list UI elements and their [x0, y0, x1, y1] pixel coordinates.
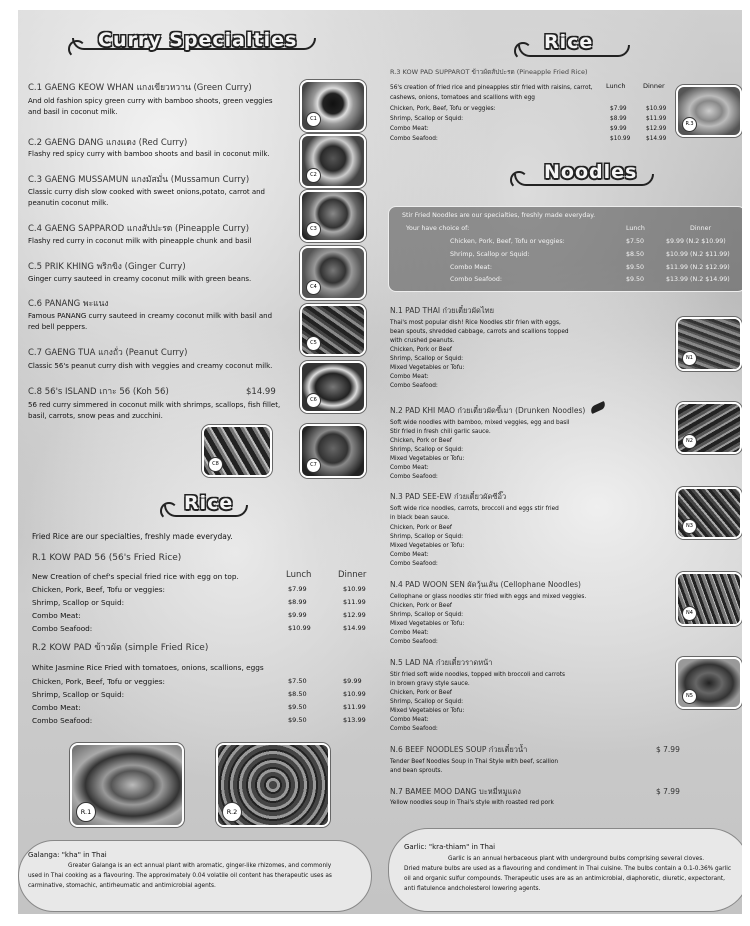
noodle-line: with crushed peanuts.	[390, 338, 455, 344]
noodle-title: N.5 LAD NA ก๋วยเตี๋ยวราดหน้า	[390, 658, 493, 667]
noodle-line: Combo Seafood:	[390, 474, 438, 480]
heading-hook	[160, 502, 178, 520]
garlic-text: anti flatulence andcholesterol lowering agents.	[404, 886, 541, 892]
n7-title: N.7 BAMEE MOO DANG บะหมี่หมูแดง	[390, 787, 521, 796]
price-row-name: Combo Seafood:	[32, 624, 93, 633]
noodle-title: N.1 PAD THAI ก๋วยเตี๋ยวผัดไทย	[390, 306, 494, 315]
noodle-line: Shrimp, Scallop or Squid:	[390, 534, 464, 540]
food-photo	[300, 134, 366, 188]
rice-heading: Rice	[184, 492, 234, 514]
dinner-price: $12.99	[646, 126, 667, 132]
curry-desc: And old fashion spicy green curry with bamboo shoots, green veggies and basil in coconut milk.	[28, 97, 273, 116]
food-photo	[300, 80, 366, 132]
photo-label: C8	[208, 457, 223, 472]
heading-hook	[68, 40, 86, 58]
noodle-line: in black bean sauce.	[390, 515, 450, 521]
curry-title: C.8 56's ISLAND เกาะ 56 (Koh 56)	[28, 387, 169, 397]
curry-desc: Flashy red curry in coconut milk with pineapple chunk and basil	[28, 237, 252, 245]
curry-title: C.4 GAENG SAPPAROD แกงสัปปะรด (Pineapple Curry)	[28, 224, 250, 234]
food-photo	[70, 743, 184, 827]
price-row-name: Combo Meat:	[450, 264, 492, 271]
lunch-price: $9.50	[288, 716, 307, 724]
curry-desc: 56 red curry simmered in coconut milk with shrimps, scallops, fish fillet, basil, carrots, snow peas and zucchini.	[28, 401, 281, 420]
dinner-price: $9.99	[343, 677, 362, 685]
curry-title: C.2 GAENG DANG แกงแดง (Red Curry)	[28, 138, 188, 148]
noodle-title: N.2 PAD KHI MAO ก๋วยเตี๋ยวผัดขี้เมา (Drunken Noodles)	[390, 406, 586, 415]
noodle-line: Stir fried in fresh chili garlic sauce.	[390, 429, 491, 435]
noodle-line: Shrimp, Scallop or Squid:	[390, 699, 464, 705]
noodle-line: Combo Seafood:	[390, 561, 438, 567]
curry-specialties-heading: Curry Specialties	[98, 29, 298, 51]
dinner-label: Dinner	[690, 225, 712, 232]
noodle-line: Chicken, Pork or Beef	[390, 603, 452, 609]
food-photo	[202, 425, 272, 477]
n6-line: Tender Beef Noodles Soup in Thai Style with beef, scallion	[390, 759, 559, 765]
price-row-name: Shrimp, Scallop or Squid:	[390, 116, 464, 122]
photo-label: R.3	[682, 117, 697, 132]
noodle-line: Combo Seafood:	[390, 639, 438, 645]
lunch-price: $9.50	[626, 276, 645, 283]
price-row-name: Chicken, Pork, Beef, Tofu or veggies:	[390, 106, 496, 112]
noodle-line: Soft wide noodles with bamboo, mixed veggies, egg and basil	[390, 420, 570, 426]
lunch-price: $7.50	[288, 677, 307, 685]
curry-desc: Flashy red spicy curry with bamboo shoots and basil in coconut milk.	[28, 150, 270, 158]
r3-lunch-label: Lunch	[606, 82, 626, 90]
photo-label: R.2	[222, 802, 242, 822]
food-photo	[676, 402, 742, 454]
lunch-price: $7.99	[288, 585, 307, 593]
r3-desc: 56's creation of fried rice and pineapples stir fried with raisins, carrot, cashews, onions, tomatoes and scallions with egg	[390, 85, 593, 101]
noodle-line: Combo Meat:	[390, 717, 429, 723]
photo-label: C1	[306, 112, 321, 127]
rice-intro: Fried Rice are our specialties, freshly made everyday.	[32, 532, 233, 541]
food-photo	[216, 743, 330, 827]
lunch-price: $10.99	[610, 136, 631, 142]
dinner-price: $14.99	[646, 136, 667, 142]
photo-label: N2	[682, 434, 697, 449]
photo-label: C7	[306, 458, 321, 473]
lunch-price: $7.50	[626, 238, 645, 245]
curry-title: C.3 GAENG MUSSAMUN แกงมัสมั่น (Mussamun Curry)	[28, 175, 250, 185]
garlic-text: Dried mature bulbs are used as a flavouring and condiment in Thai cuisine. The bulbs contain a 0.1-0.36% garlic	[404, 866, 732, 872]
price-row-name: Combo Meat:	[32, 611, 81, 620]
photo-label: N5	[682, 689, 697, 704]
lunch-price: $9.99	[288, 611, 307, 619]
price-row-name: Combo Meat:	[32, 703, 81, 712]
photo-label: C2	[306, 168, 321, 183]
dinner-price: $11.99	[646, 116, 667, 122]
noodle-line: Shrimp, Scallop or Squid:	[390, 356, 464, 362]
dinner-price: $11.99 (N.2 $12.99)	[666, 264, 730, 271]
noodle-line: Mixed Vegetables or Tofu:	[390, 543, 465, 549]
noodle-line: Stir fried soft wide noodles, topped with broccoli and carrots	[390, 672, 566, 678]
noodle-line: Cellophane or glass noodles stir fried with eggs and mixed veggies.	[390, 594, 587, 600]
noodle-line: Combo Meat:	[390, 552, 429, 558]
r3-dinner-label: Dinner	[643, 82, 665, 90]
dinner-price: $13.99	[343, 716, 366, 724]
dinner-price: $14.99	[343, 624, 366, 632]
noodle-line: Shrimp, Scallop or Squid:	[390, 612, 464, 618]
dinner-price: $11.99	[343, 598, 366, 606]
lunch-price: $8.50	[288, 690, 307, 698]
lunch-price: $9.50	[288, 703, 307, 711]
garlic-title: Garlic: "kra-thiam" in Thai	[404, 843, 496, 851]
price-row-name: Combo Seafood:	[450, 276, 503, 283]
dinner-price: $10.99	[343, 690, 366, 698]
choice-label: Your have choice of:	[406, 225, 470, 232]
noodle-line: Chicken, Pork or Beef	[390, 347, 452, 353]
noodle-intro: Stir Fried Noodles are our specialties, freshly made everyday.	[402, 212, 596, 219]
n7-desc: Yellow noodles soup in Thai's style with roasted red pork	[390, 800, 554, 806]
lunch-price: $10.99	[288, 624, 311, 632]
price-row-name: Combo Seafood:	[390, 136, 438, 142]
photo-label: C3	[306, 222, 321, 237]
lunch-price: $9.50	[626, 264, 645, 271]
dinner-label: Dinner	[338, 570, 367, 580]
dinner-price: $9.99 (N.2 $10.99)	[666, 238, 726, 245]
noodle-line: Thai's most popular dish! Rice Noodles stir frien with eggs,	[390, 320, 561, 326]
noodle-line: Mixed Vegetables or Tofu:	[390, 621, 465, 627]
price-row-name: Combo Seafood:	[32, 716, 93, 725]
lunch-price: $8.99	[288, 598, 307, 606]
noodle-line: in brown gravy style sauce.	[390, 681, 470, 687]
noodle-line: Mixed Vegetables or Tofu:	[390, 456, 465, 462]
galanga-text: carminative, stomachic, antirheumatic and antimicrobial agents.	[28, 883, 216, 889]
food-photo	[300, 304, 366, 356]
curry-title: C.1 GAENG KEOW WHAN แกงเขียวหวาน (Green Curry)	[28, 83, 252, 93]
price-row-name: Chicken, Pork, Beef, Tofu or veggies:	[32, 585, 165, 594]
food-photo	[676, 487, 742, 539]
curry-desc: Classic 56's peanut curry dish with veggies and creamy coconut milk.	[28, 362, 273, 370]
curry-desc: Classic curry dish slow cooked with sweet onions,potato, carrot and peanutin coconut milk.	[28, 188, 265, 207]
food-photo	[300, 246, 366, 300]
price-row-name: Shrimp, Scallop or Squid:	[32, 690, 125, 699]
photo-label: C5	[306, 336, 321, 351]
noodle-line: Mixed Vegetables or Tofu:	[390, 365, 465, 371]
r1-title: R.1 KOW PAD 56 (56's Fried Rice)	[32, 553, 182, 563]
lunch-price: $9.99	[610, 126, 627, 132]
photo-label: N3	[682, 519, 697, 534]
r2-desc: White Jasmine Rice Fried with tomatoes, onions, scallions, eggs	[32, 663, 264, 672]
curry-title: C.7 GAENG TUA แกงถั่ว (Peanut Curry)	[28, 348, 188, 358]
dinner-price: $10.99 (N.2 $11.99)	[666, 251, 730, 258]
price-row-name: Chicken, Pork, Beef, Tofu or veggies:	[450, 238, 565, 245]
lunch-price: $7.99	[610, 106, 627, 112]
price-row-name: Shrimp, Scallop or Squid:	[32, 598, 125, 607]
heading-hook	[510, 171, 528, 189]
noodle-title: N.4 PAD WOON SEN ผัดวุ้นเส้น (Cellophane Noodles)	[390, 580, 581, 589]
noodle-line: Chicken, Pork or Beef	[390, 438, 452, 444]
noodle-line: Combo Meat:	[390, 630, 429, 636]
lunch-label: Lunch	[626, 225, 645, 232]
rice-heading-right: Rice	[544, 31, 594, 53]
food-photo	[676, 657, 742, 709]
dinner-price: $10.99	[646, 106, 667, 112]
price-row-name: Chicken, Pork, Beef, Tofu or veggies:	[32, 677, 165, 686]
photo-label: N4	[682, 606, 697, 621]
noodle-line: Mixed Vegetables or Tofu:	[390, 708, 465, 714]
noodles-heading: Noodles	[544, 161, 638, 183]
lunch-price: $8.50	[626, 251, 645, 258]
r3-title: R.3 KOW PAD SUPPAROT ข้าวผัดสัปปะรด (Pineapple Fried Rice)	[390, 68, 588, 76]
chili-icon	[589, 401, 606, 414]
photo-label: C6	[306, 393, 321, 408]
curry-title: C.5 PRIK KHING พริกขิง (Ginger Curry)	[28, 262, 186, 272]
price-row-name: Combo Meat:	[390, 126, 429, 132]
food-photo	[676, 317, 742, 371]
noodle-line: Combo Meat:	[390, 465, 429, 471]
noodle-line: Chicken, Pork or Beef	[390, 690, 452, 696]
photo-label: C4	[306, 280, 321, 295]
galanga-text: Greater Galanga is an ect annual plant with aromatic, ginger-like rhizomes, and commonly	[68, 863, 332, 869]
noodle-line: Shrimp, Scallop or Squid:	[390, 447, 464, 453]
food-photo	[676, 572, 742, 626]
noodle-line: Chicken, Pork or Beef	[390, 525, 452, 531]
noodle-line: Combo Seafood:	[390, 726, 438, 732]
garlic-text: oil and organic sulfur compounds. Therapeutic uses are as an antimicrobial, diaphoretic, diuretic, expectorant,	[404, 876, 725, 882]
dinner-price: $11.99	[343, 703, 366, 711]
food-photo	[676, 85, 742, 137]
n7-price: $ 7.99	[656, 787, 680, 796]
dinner-price: $10.99	[343, 585, 366, 593]
noodle-line: Soft wide rice noodles, carrots, broccoli and eggs stir fried	[390, 506, 559, 512]
food-photo	[300, 190, 366, 242]
price-row-name: Shrimp, Scallop or Squid:	[450, 251, 530, 258]
r1-desc: New Creation of chef's special fried rice with egg on top.	[32, 572, 239, 581]
noodle-title: N.3 PAD SEE-EW ก๋วยเตี๋ยวผัดซีอิ๊ว	[390, 492, 507, 501]
curry-title: C.6 PANANG พะแนง	[28, 299, 109, 309]
n6-price: $ 7.99	[656, 745, 680, 754]
galanga-title: Galanga: "kha" in Thai	[28, 851, 107, 859]
noodle-line: bean spouts, shredded cabbage, carrots and scallions topped	[390, 329, 569, 335]
dinner-price: $12.99	[343, 611, 366, 619]
noodle-line: Combo Meat:	[390, 374, 429, 380]
dinner-price: $13.99 (N.2 $14.99)	[666, 276, 730, 283]
n6-line: and bean sprouts.	[390, 768, 443, 774]
garlic-text: Garlic is an annual herbaceous plant with underground bulbs comprising several cloves.	[448, 856, 705, 862]
n6-title: N.6 BEEF NOODLES SOUP ก๋วยเตี๋ยวน้ำ	[390, 745, 528, 754]
photo-label: R.1	[76, 802, 96, 822]
menu-page	[18, 10, 742, 914]
curry-desc: Famous PANANG curry sauteed in creamy coconut milk with basil and red bell peppers.	[28, 312, 273, 331]
curry-desc: Ginger curry sauteed in creamy coconut milk with green beans.	[28, 275, 252, 283]
heading-hook	[514, 42, 532, 60]
lunch-price: $8.99	[610, 116, 627, 122]
curry-price: $14.99	[246, 387, 276, 397]
r2-title: R.2 KOW PAD ข้าวผัด (simple Fried Rice)	[32, 643, 209, 653]
lunch-label: Lunch	[286, 570, 312, 580]
food-photo	[300, 424, 366, 478]
food-photo	[300, 361, 366, 413]
noodle-line: Combo Seafood:	[390, 383, 438, 389]
photo-label: N1	[682, 351, 697, 366]
galanga-text: used in Thai cooking as a flavouring. The approximately 0.04 volatile oil content has therapeutic uses as	[28, 873, 332, 879]
